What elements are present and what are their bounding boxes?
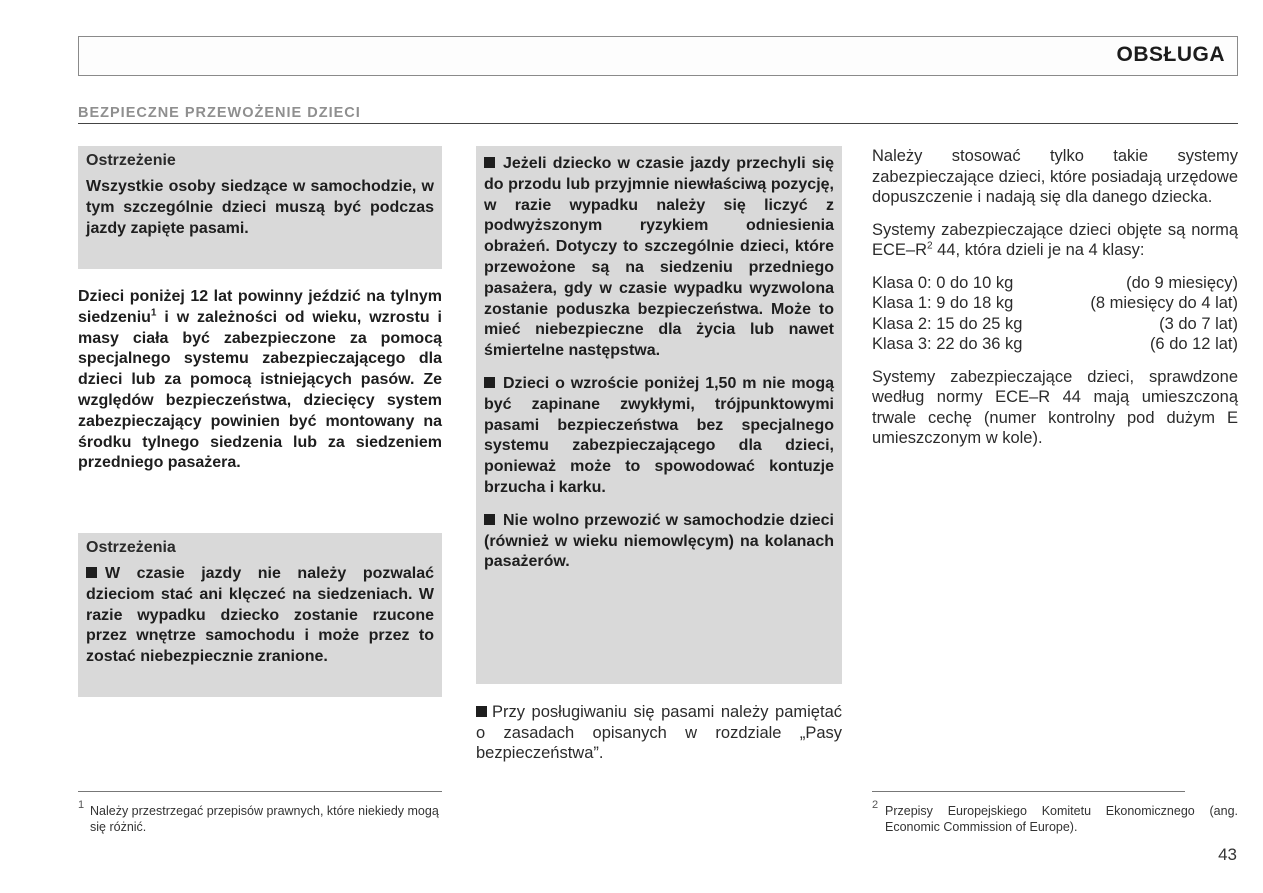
class-list xyxy=(872,273,1238,355)
warning-text: Wszystkie osoby siedzące w samochodzie, w tym szczególnie dzieci muszą być podczas jazdy zapięte pasami. xyxy=(86,178,434,237)
approval-paragraph: Należy stosować tylko takie systemy zabezpieczające dzieci, które posiadają urzędowe dopuszczenie i nadają się dla danego dziecka. xyxy=(872,147,1238,206)
section-divider xyxy=(78,123,1238,124)
chapter-header xyxy=(78,36,1238,76)
norm-text-start: Systemy zabezpieczające dzieci objęte są normą ECE–R xyxy=(872,220,1238,259)
warning-heading: Ostrzeżenie xyxy=(86,152,176,169)
class-row xyxy=(872,293,1238,314)
chapter-title: OBSŁUGA xyxy=(1116,43,1225,66)
class-label: Klasa 1: 9 do 18 kg xyxy=(872,294,1014,312)
footnote-text: Należy przestrzegać przepisów prawnych, które niekiedy mogą się różnić. xyxy=(90,804,439,834)
footnote-text: Przepisy Europejskiego Komitetu Ekonomicznego (ang. Economic Commission of Europe). xyxy=(885,804,1238,834)
seatbelt-reference-note xyxy=(476,702,842,764)
class-label: Klasa 3: 22 do 36 kg xyxy=(872,335,1023,353)
footnote-divider-right xyxy=(872,791,1185,792)
warning-standing-item xyxy=(86,564,434,668)
footnote-ref-1: 1 xyxy=(150,307,157,319)
norm-text-end: 44, która dzieli je na 4 klasy: xyxy=(932,241,1145,259)
footnote-ref-2: 2 xyxy=(927,240,933,252)
class-age: (3 do 7 lat) xyxy=(1159,314,1238,333)
footnote-divider-left xyxy=(78,791,442,792)
warning-item-lap xyxy=(484,511,834,573)
bullet-square-icon xyxy=(484,514,495,525)
rear-seat-text-end: i w zależności od wieku, wzrostu i masy ciała być zabezpieczone za pomocą specjalnego systemu zabezpieczającego dla dzieci lub za pomocą istniejących pasów. Ze względów bezpieczeństwa, dziecięcy system zabezpieczający powinien być montowany na środku tylnego siedzenia lub za siedzeniem przedniego pasażera. xyxy=(78,308,442,472)
class-label: Klasa 2: 15 do 25 kg xyxy=(872,314,1023,333)
warning-item-height-text: Dzieci o wzroście poniżej 1,50 m nie mogą być zapinane zwykłymi, trójpunktowymi pasami bezpieczeństwa bez specjalnego systemu zabezpieczającego dla dzieci, ponieważ może to spowodować kontuzje brzucha i karku. xyxy=(484,374,834,496)
marking-paragraph: Systemy zabezpieczające dzieci, sprawdzone według normy ECE–R 44 mają umieszczoną trwale cechę (numer kontrolny pod dużym E umieszczonym w kole). xyxy=(872,367,1238,447)
bullet-square-icon xyxy=(484,377,495,388)
footnote-number: 1 xyxy=(78,799,85,811)
warning-standing-text: W czasie jazdy nie należy pozwalać dzieciom stać ani klęczeć na siedzeniach. W razie wypadku dziecko zostanie rzucone przez wnętrze samochodu i może przez to zostać niebezpiecznie zranione. xyxy=(86,565,434,666)
class-row xyxy=(872,314,1238,335)
page-number: 43 xyxy=(1218,845,1237,864)
class-age: (6 do 12 lat) xyxy=(1149,335,1238,353)
warning-box-seatbelts xyxy=(78,146,442,269)
bullet-square-icon xyxy=(476,706,487,717)
warning-box-airbag xyxy=(476,146,842,684)
section-title: BEZPIECZNE PRZEWOŻENIE DZIECI xyxy=(78,105,361,121)
footnote-number: 2 xyxy=(872,799,879,811)
norm-paragraph xyxy=(872,220,1238,261)
bullet-square-icon xyxy=(86,567,97,578)
seatbelt-reference-text: Przy posługiwaniu się pasami należy pamiętać o zasadach opisanych w rozdziale „Pasy bezpieczeństwa”. xyxy=(476,703,842,762)
warning-item-position xyxy=(484,154,834,362)
class-row xyxy=(872,273,1238,294)
warning-item-lap-text: Nie wolno przewozić w samochodzie dzieci (również w wieku niemowlęcym) na kolanach pasażerów. xyxy=(484,511,834,571)
warning-item-height xyxy=(484,374,834,499)
class-row xyxy=(872,334,1238,355)
rear-seat-text-start: Dzieci poniżej 12 lat powinny jeździć na tylnym siedzeniu xyxy=(78,288,442,326)
warning-item-position-text: Jeżeli dziecko w czasie jazdy przechyli się do przodu lub przyjmnie niewłaściwą pozycję, w razie wypadku należy się liczyć z podwyższonym ryzykiem odniesienia obrażeń. Dotyczy to szczególnie dzieci, które przewożone są na siedzeniu przedniego pasażera, gdy w czasie wypadku wyzwolona zostanie poduszka bezpieczeństwa. Może to mieć niebezpieczne dla życia lub nawet śmiertelne następstwa. xyxy=(484,155,834,360)
warning-box-standing xyxy=(78,533,442,697)
class-age: (do 9 miesięcy) xyxy=(1126,273,1238,292)
rear-seat-paragraph xyxy=(78,287,442,474)
column3-content xyxy=(872,146,1238,449)
bullet-square-icon xyxy=(484,157,495,168)
class-label: Klasa 0: 0 do 10 kg xyxy=(872,273,1014,292)
warnings-heading: Ostrzeżenia xyxy=(86,539,176,556)
class-age: (8 miesięcy do 4 lat) xyxy=(1090,294,1238,312)
